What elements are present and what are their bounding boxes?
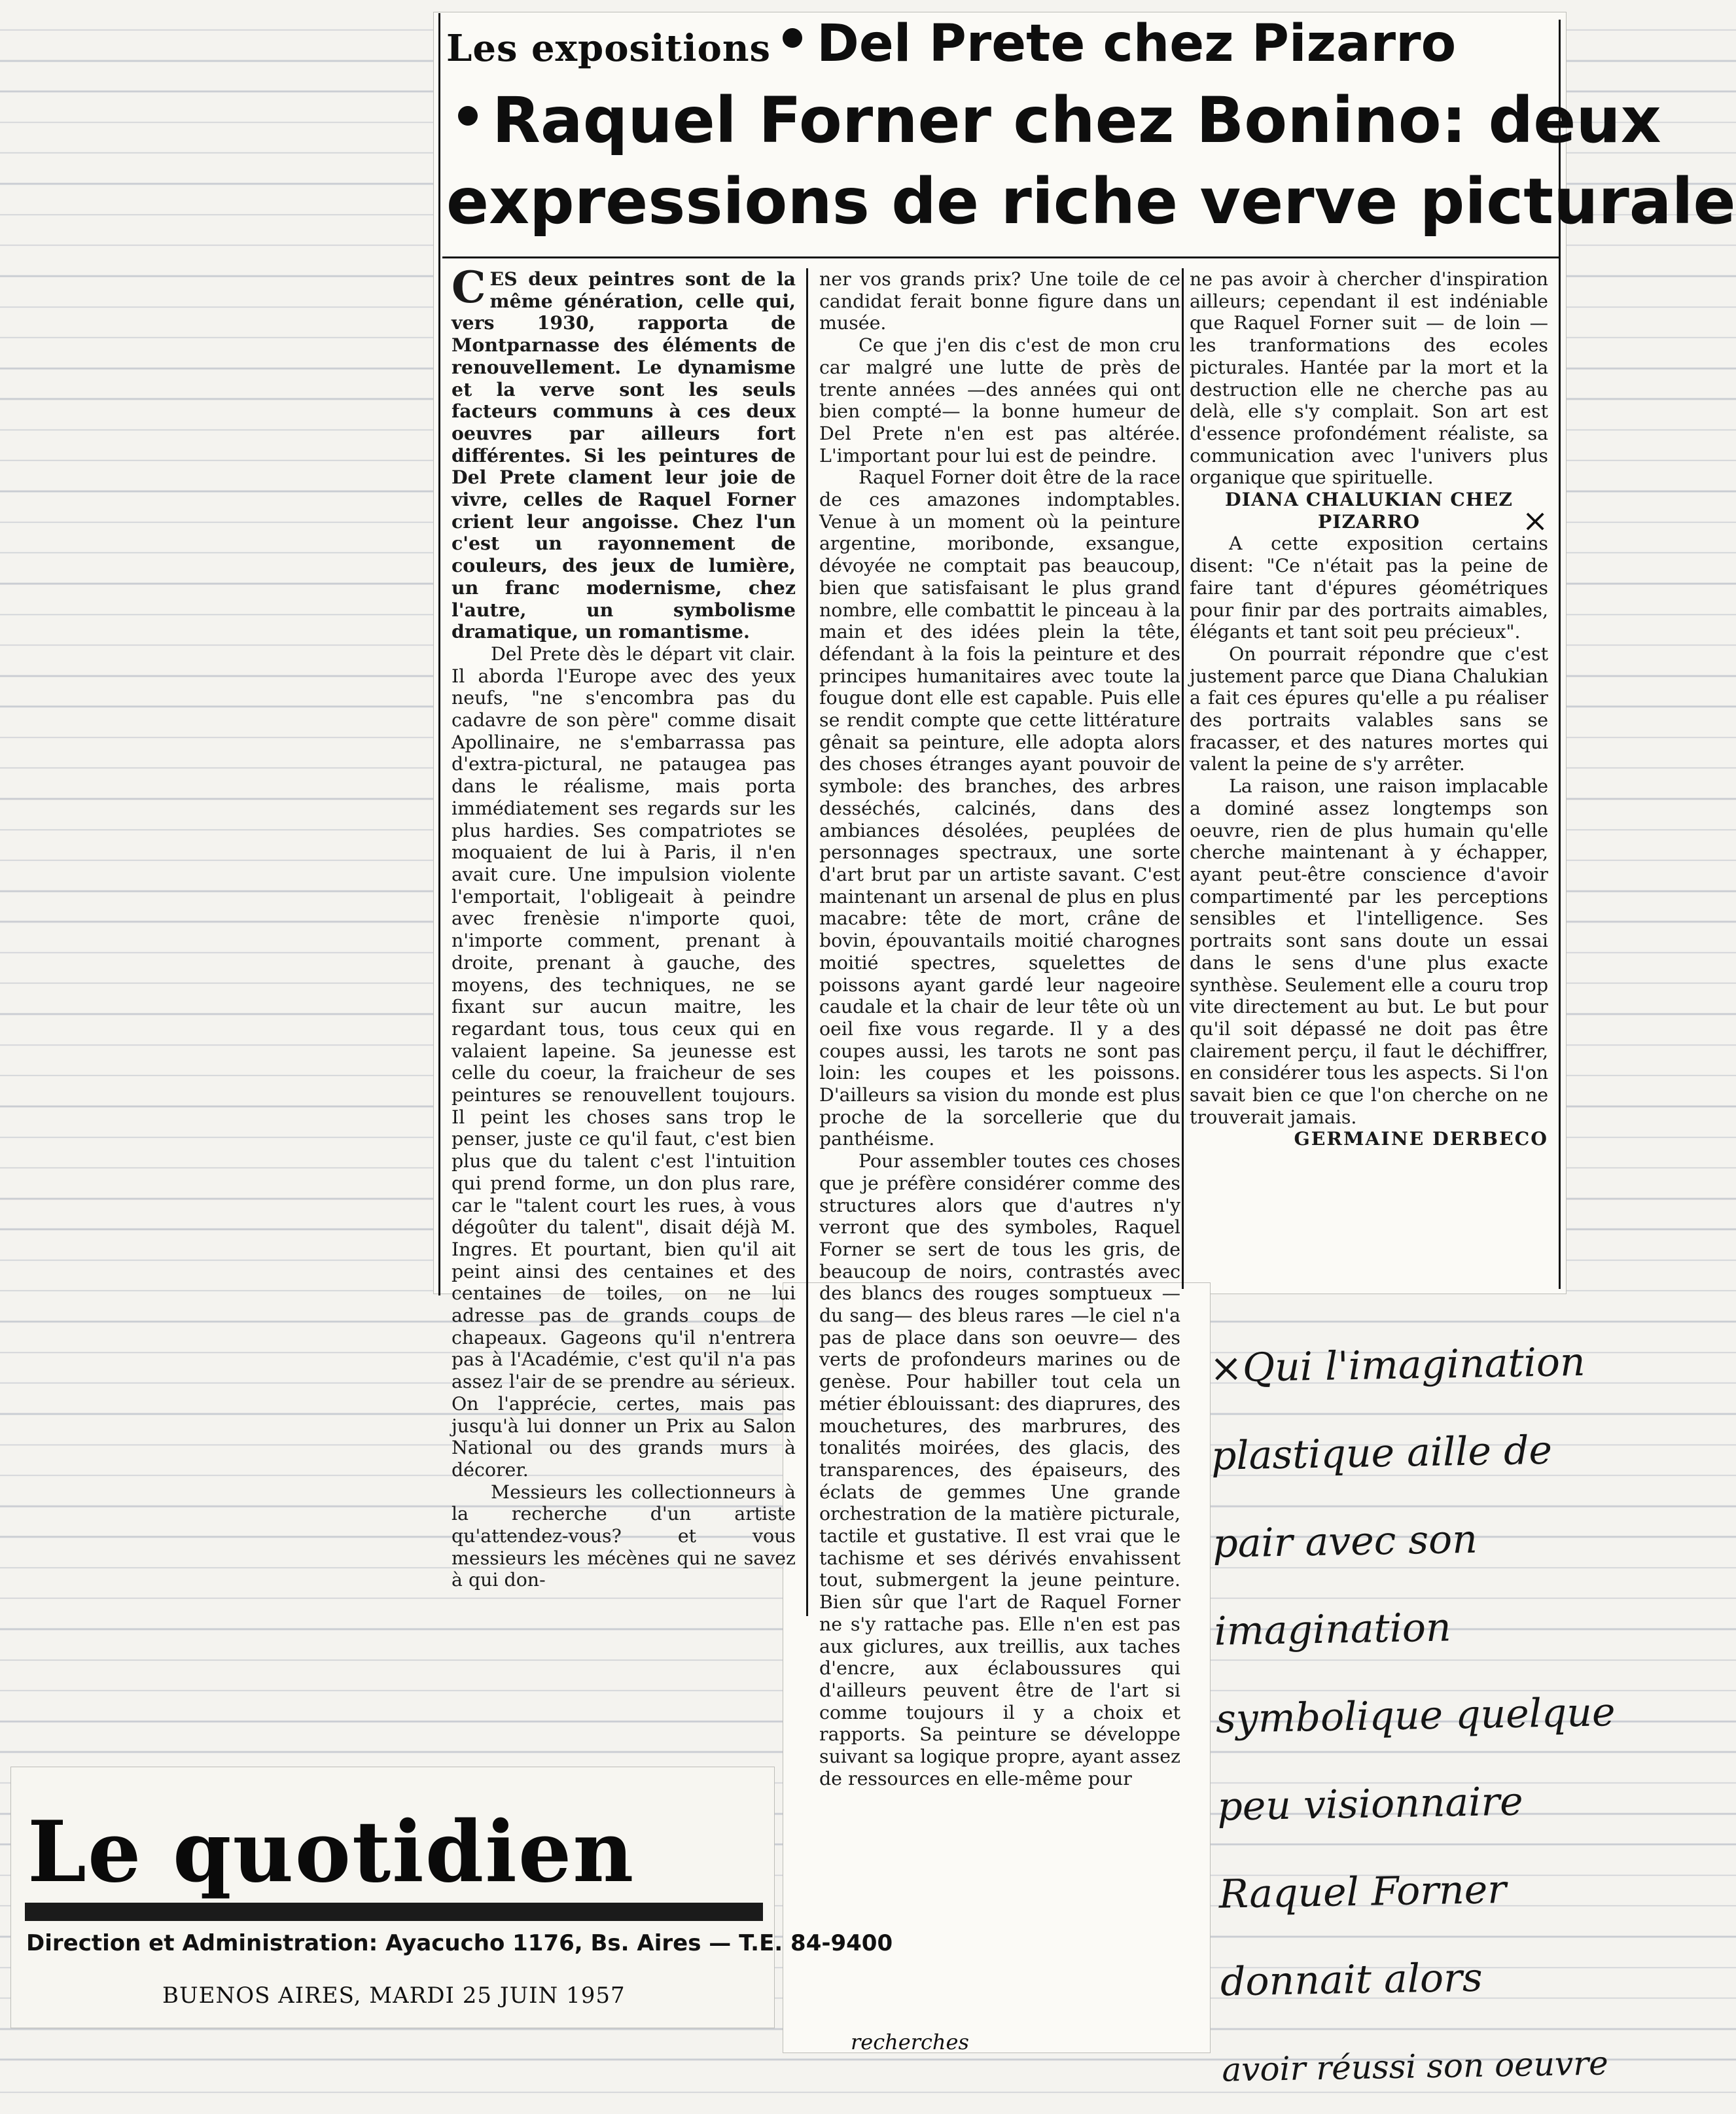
headline-line-1 [446, 14, 1576, 73]
paragraph: ner vos grands prix? Une toile de ce candidat ferait bonne figure dans un musée. [819, 268, 1180, 334]
handwritten-line: pair avec son [1212, 1516, 1478, 1567]
margin-mark: × [1522, 502, 1549, 539]
headline-rule [442, 256, 1559, 258]
paragraph: On pourrait répondre que c'est justement parce que Diana Chalukian a fait ces épures qu'elle a pu réaliser des portraits valables sans se fracasser, et des natures mortes qui valent la peine de s'y arrêter. [1190, 643, 1548, 775]
kicker: Les expositions [446, 27, 771, 70]
handwritten-note [1209, 1318, 1616, 2113]
paragraph: Del Prete dès le départ vit clair. Il aborda l'Europe avec des yeux neufs, "ne s'encombra pas du cadavre de son père" comme disait Apollinaire, ne s'embarrassa pas d'extra-pictural, ne pataugea pas dans le réalisme, mais porta immédiatement ses regards sur les plus hardies. Ses compatriotes se moquaient de lui à Paris, il n'en avait cure. Une impulsion violente l'emportait, l'obligeait à peindre avec frenèsie n'importe quoi, n'importe comment, prenant à droite, prenant à gauche, des moyens, des techniques, ne se fixant sur aucun maitre, les regardant tous, tous ceux qui en valaient lapeine. Sa jeunesse est celle du coeur, la fraicheur de ses peintures se renouvellent toujours. Il peint les choses sans trop le penser, juste ce qu'il faut, c'est bien plus que du talent c'est l'intuition qui prend forme, un don plus rare, car le "talent court les rues, à vous dégoûter du talent", disait déjà M. Ingres. Et pourtant, bien qu'il ait peint ainsi des centaines et des centaines de toiles, on ne lui adresse pas de grands coups de chapeaux. Gageons qu'il n'entrera pas à l'Académie, c'est qu'il n'a pas assez l'air de se prendre au sérieux. On l'apprécie, certes, mais pas jusqu'à lui donner un Prix au Salon National ou des grands murs à décorer. [452, 643, 796, 1481]
handwritten-line: plastique aille de [1211, 1427, 1553, 1479]
paragraph: ne pas avoir à chercher d'inspiration ailleurs; cependant il est indéniable que Raquel Forner suit — de loin — les tranformations des ecoles picturales. Hantée par la mort et la destruction elle ne cherche pas au delà, elle s'y complait. Son art est d'essence profondément réaliste, sa communication avec l'univers plus organique que spirituelle. [1190, 268, 1548, 489]
handwritten-line: donnait alors [1220, 1954, 1483, 2005]
headline-expressions: expressions de riche verve picturale [446, 165, 1736, 238]
handwritten-line: symbolique quelque [1215, 1689, 1616, 1742]
section-subhead: DIANA CHALUKIAN CHEZ PIZARRO [1224, 488, 1513, 533]
article-column-3 [1190, 268, 1548, 1150]
headline-line-3 [446, 165, 1736, 238]
paragraph: Ce que j'en dis c'est de mon cru car malgré une lutte de près de trente années —des années qui ont bien compté— la bonne humeur de Del Prete n'en est pas altérée. L'important pour lui est de peindre. [819, 334, 1180, 467]
handwritten-line: avoir réussi son oeuvre [1221, 2044, 1609, 2089]
column-rule-1 [806, 268, 808, 1616]
headline-del-prete: Del Prete chez Pizarro [817, 14, 1457, 73]
handwritten-line: ×Qui l'imagination [1209, 1339, 1586, 1392]
column-rule-2 [1182, 268, 1184, 1289]
article-column-2 [819, 268, 1180, 1790]
masthead-clipping [10, 1767, 893, 2028]
lead-text: ES deux peintres sont de la même génération, celle qui, vers 1930, rapporta de Montparnasse des éléments de renouvellement. Le dynamisme et la verve sont les seuls facteurs communs à ces deux oeuvres par ailleurs fort différentes. Si les peintures de Del Prete clament leur joie de vivre, celles de Raquel Forner crient leur angoisse. Chez l'un c'est un rayonnement de couleurs, des jeux de lumière, un franc modernisme, chez l'autre, un symbolisme dramatique, un romantisme. [452, 268, 796, 643]
paragraph: Raquel Forner doit être de la race de ces amazones indomptables. Venue à un moment où la peinture argentine, moribonde, exsangue, dévoyée ne comptait pas beaucoup, bien que satisfaisant le plus grand nombre, elle combattit le pinceau à la main et des idées plein la tête, défendant à la fois la peinture et des principes humanitaires avec toute la fougue dont elle est capable. Puis elle se rendit compte que cette littérature gênait sa peinture, elle adopta alors des choses étranges ayant pouvoir de symbole: des branches, des arbres desséchés, calcinés, dans des ambiances désolées, peuplées de personnages spectraux, une sorte d'art brut par un artiste savant. C'est maintenant un arsenal de plus en plus macabre: tête de mort, crâne de bovin, épouvantails moitié charognes moitié spectres, squelettes de poissons ayant gardé leur nageoire caudale et la chair de leur tête où un oeil fixe vous regarde. Il y a des coupes aussi, les tarots ne sont pas loin: les coupes et les poissons. D'ailleurs sa vision du monde est plus proche de la sorcellerie que du panthéisme. [819, 467, 1180, 1150]
drop-cap: C [452, 262, 486, 313]
lead-paragraph [452, 262, 796, 643]
newspaper-title: Le quotidien [27, 1803, 635, 1901]
headline-forner: Raquel Forner chez Bonino: deux [492, 84, 1661, 157]
masthead-strip [25, 1903, 763, 1921]
handwritten-line: peu visionnaire [1216, 1778, 1524, 1830]
newspaper-address: Direction et Administration: Ayacucho 1176, Bs. Aires — T.E. 84-9400 [26, 1930, 893, 1956]
handwritten-line: imagination [1214, 1604, 1452, 1655]
bullet-icon [458, 106, 478, 126]
article-column-1 [452, 262, 796, 1591]
handwritten-bottom-word: recherches [851, 2030, 969, 2054]
paragraph: Messieurs les collectionneurs à la recherche d'un artiste qu'attendez-vous? et vous messieurs les mécènes qui ne savez à qui don- [452, 1481, 796, 1591]
paragraph: A cette exposition certains disent: "Ce n'était pas la peine de faire tant d'épures géométriques pour finir par des portraits aimables, élégants et tant soit peu précieux". [1190, 533, 1548, 643]
bullet-icon [783, 28, 802, 48]
left-border-rule [438, 13, 440, 1295]
paragraph: La raison, une raison implacable a dominé assez longtemps son oeuvre, rien de plus humain qu'elle cherche maintenant à y échapper, ayant peut-être conscience d'avoir compartimenté par les perceptions sensibles et l'intelligence. Ses portraits sont sans doute un essai dans le sens d'une plus exacte synthèse. Seulement elle a couru trop vite directement au but. Le but pour qu'il soit dépassé ne doit pas être clairement perçu, il faut le déchiffrer, en considérer tous les aspects. Si l'on savait bien ce que l'on cherche on ne trouverait jamais. [1190, 775, 1548, 1128]
author-signature: GERMAINE DERBECO [1294, 1127, 1548, 1150]
newspaper-date: BUENOS AIRES, MARDI 25 JUIN 1957 [162, 1982, 626, 2009]
handwritten-line: Raquel Forner [1218, 1867, 1507, 1918]
headline-line-2 [446, 84, 1661, 157]
paragraph: Pour assembler toutes ces choses que je préfère considérer comme des structures alors que d'autres n'y verront que des symboles, Raquel Forner se sert de tous les gris, de beaucoup de noirs, contrastés avec des blancs des rouges somptueux —du sang— des bleus rares —le ciel n'a pas de place dans son oeuvre— des verts de profondeurs marines ou de genèse. Pour habiller tout cela un métier éblouissant: des diaprures, des mouchetures, des marbrures, des tonalités moirées, des glacis, des transparences, des épaiseurs, des éclats de gemmes Une grande orchestration de la matière picturale, tactile et gustative. Il est vrai que le tachisme et ses dérivés envahissent tout, submergent la jeune peinture. Bien sûr que l'art de Raquel Forner ne s'y rattache pas. Elle n'en est pas aux giclures, aux treillis, aux taches d'encre, aux éclaboussures qui d'ailleurs peuvent être de l'art si comme toujours il y a choix et rapports. Sa peinture se développe suivant sa logique propre, ayant assez de ressources en elle-même pour [819, 1150, 1180, 1789]
